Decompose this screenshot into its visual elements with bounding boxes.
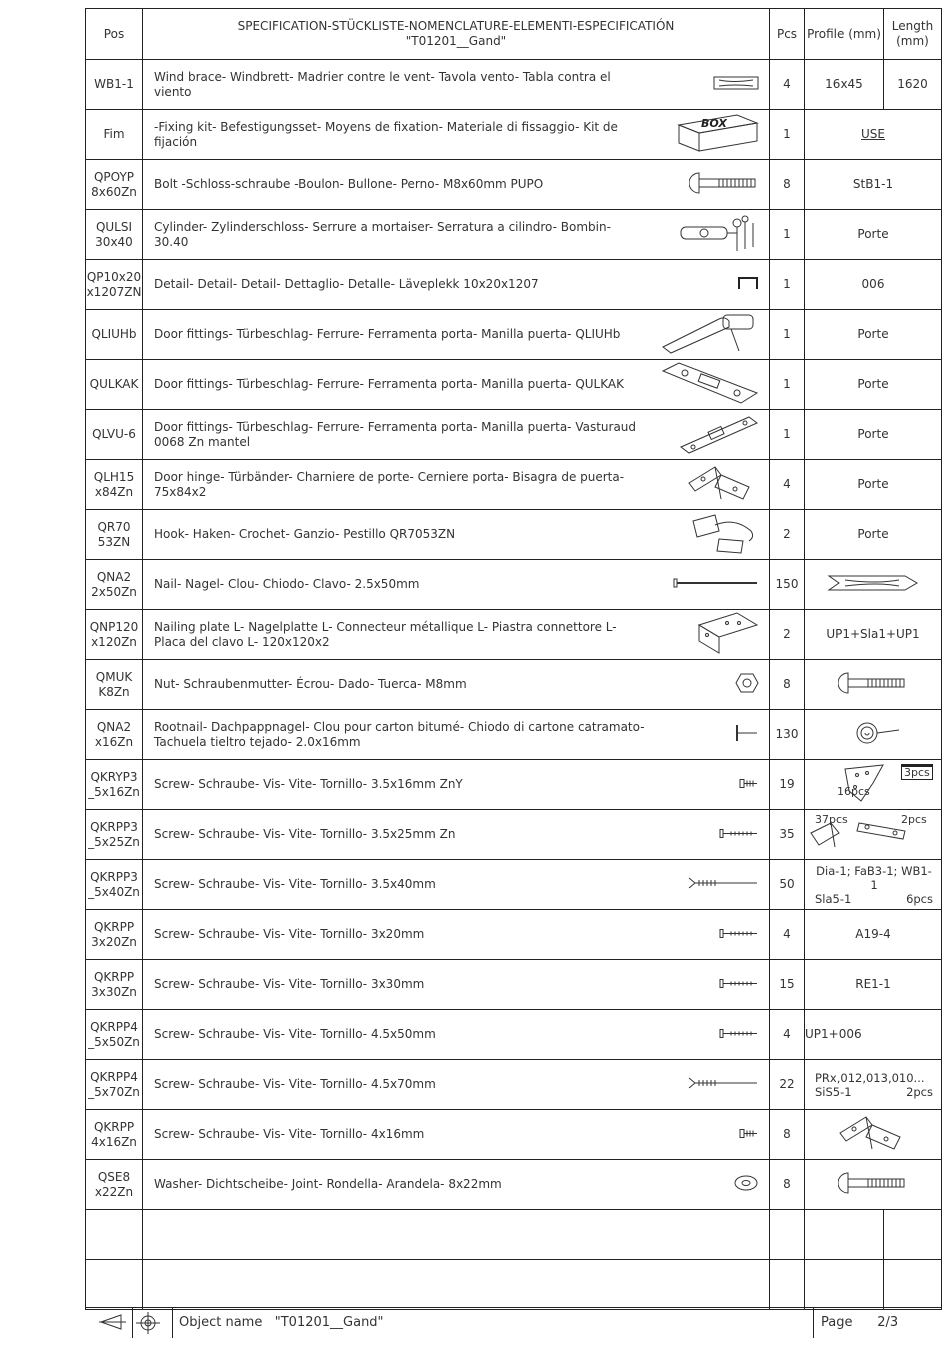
specification-sheet <box>85 8 941 1337</box>
plank-icon <box>713 74 759 96</box>
header-pcs: Pcs <box>770 9 805 60</box>
row-profile-value: Porte <box>857 427 889 441</box>
washer-icon <box>733 1174 759 1196</box>
row-pcs: 4 <box>770 460 805 510</box>
row-pos: QKRPP3 _5x25Zn <box>86 810 143 860</box>
row-profile-line <box>805 1071 941 1085</box>
table-row <box>86 810 942 860</box>
row-description-text: Detail- Detail- Detail- Dettaglio- Detalle- Läveplekk 10x20x1207 <box>154 277 539 291</box>
row-profile <box>805 1060 942 1110</box>
row-profile <box>805 710 942 760</box>
nut-icon <box>735 672 759 698</box>
screw-icon <box>719 1027 759 1042</box>
roofing-roll-icon <box>805 712 941 758</box>
table-row <box>86 260 942 310</box>
empty-cell <box>86 1210 143 1260</box>
row-pcs: 1 <box>770 260 805 310</box>
nailing-plate-icon <box>697 611 759 659</box>
row-profile <box>805 960 942 1010</box>
footer <box>85 1307 941 1338</box>
row-pos: QKRPP3 _5x40Zn <box>86 860 143 910</box>
row-description-text: -Fixing kit- Befestigungsset- Moyens de fixation- Materiale di fissaggio- Kit de fijación <box>154 119 618 149</box>
box-icon <box>677 111 759 159</box>
row-description <box>143 560 770 610</box>
row-description-text: Screw- Schraube- Vis- Vite- Tornillo- 3.5x16mm ZnY <box>154 777 463 791</box>
hinge-strap-icon <box>805 812 941 858</box>
table-row <box>86 610 942 660</box>
nail-icon <box>673 577 759 593</box>
row-profile <box>805 310 942 360</box>
roof-nail-icon <box>735 723 759 747</box>
short-screw-icon <box>739 777 759 792</box>
row-description <box>143 960 770 1010</box>
row-profile-parts: PRx,012,013,010... <box>815 1070 925 1085</box>
row-profile-value: UP1+Sla1+UP1 <box>826 627 920 641</box>
row-description-text: Door fittings- Türbeschlag- Ferrure- Ferramenta porta- Manilla puerta- QULKAK <box>154 377 624 391</box>
row-pcs: 1 <box>770 110 805 160</box>
row-description-text: Door fittings- Türbeschlag- Ferrure- Ferramenta porta- Manilla puerta- Vasturaud 0068 Zn mantel <box>154 419 637 449</box>
projection-symbol-icon <box>99 1312 127 1332</box>
row-profile-line <box>805 892 941 906</box>
table-row <box>86 660 942 710</box>
row-pcs: 8 <box>770 660 805 710</box>
row-profile <box>805 610 942 660</box>
header-pos: Pos <box>86 9 143 60</box>
row-profile-count: 2pcs <box>906 1084 933 1099</box>
row-pcs: 2 <box>770 510 805 560</box>
row-pos: QKRPP 4x16Zn <box>86 1110 143 1160</box>
row-description <box>143 1010 770 1060</box>
row-description-text: Nut- Schraubenmutter- Écrou- Dado- Tuerca- M8mm <box>154 677 467 691</box>
box-label: BOX <box>701 116 727 130</box>
row-pcs: 4 <box>770 60 805 110</box>
row-pos: WB1-1 <box>86 60 143 110</box>
hinge-icon <box>805 1112 941 1158</box>
row-profile <box>805 160 942 210</box>
row-pos: QNP120 x120Zn <box>86 610 143 660</box>
table-row <box>86 160 942 210</box>
row-description <box>143 110 770 160</box>
cylinder-lock-icon <box>679 211 759 259</box>
row-pos: QULKAK <box>86 360 143 410</box>
pic-count-label: 2pcs <box>901 812 927 826</box>
row-pos: QLIUHb <box>86 310 143 360</box>
row-profile-value: Porte <box>857 477 889 491</box>
table-row <box>86 510 942 560</box>
table-row <box>86 1060 942 1110</box>
row-profile-part: SiS5-1 <box>815 1084 852 1099</box>
spec-subtitle: "T01201__Gand" <box>405 34 507 48</box>
empty-row <box>86 1260 942 1310</box>
row-pos: QKRPP4 _5x50Zn <box>86 1010 143 1060</box>
long-screw-icon <box>687 1076 759 1094</box>
table-row <box>86 960 942 1010</box>
row-pos: QKRYP3 _5x16Zn <box>86 760 143 810</box>
row-pcs: 1 <box>770 210 805 260</box>
bolt-icon <box>689 171 759 199</box>
row-pcs: 35 <box>770 810 805 860</box>
screw-icon <box>719 977 759 992</box>
table-row <box>86 110 942 160</box>
row-description <box>143 610 770 660</box>
screw-icon <box>719 927 759 942</box>
row-pcs: 50 <box>770 860 805 910</box>
spec-title: SPECIFICATION-STÜCKLISTE-NOMENCLATURE-ELEMENTI-ESPECIFICATIÓN <box>237 19 675 33</box>
row-pos: QKRPP4 _5x70Zn <box>86 1060 143 1110</box>
pic-count-label: 37pcs <box>815 812 848 826</box>
row-description-text: Door fittings- Türbeschlag- Ferrure- Ferramenta porta- Manilla puerta- QLIUHb <box>154 327 621 341</box>
row-profile <box>805 860 942 910</box>
table-row <box>86 410 942 460</box>
row-profile-value: USE <box>861 127 885 141</box>
row-profile-value: StB1-1 <box>852 177 894 191</box>
row-pcs: 22 <box>770 1060 805 1110</box>
row-profile <box>805 1160 942 1210</box>
row-description-text: Hook- Haken- Crochet- Ganzio- Pestillo QR7053ZN <box>154 527 456 541</box>
row-profile <box>805 410 942 460</box>
row-profile <box>805 110 942 160</box>
row-profile-line <box>805 1085 941 1099</box>
page-label: Page <box>821 1315 853 1330</box>
row-pcs: 4 <box>770 1010 805 1060</box>
hook-icon <box>689 511 759 559</box>
table-row <box>86 560 942 610</box>
row-pcs: 130 <box>770 710 805 760</box>
row-description <box>143 660 770 710</box>
object-name-label: Object name <box>179 1315 263 1330</box>
pic-count-label: 16pcs <box>837 784 870 798</box>
row-pos: QR70 53ZN <box>86 510 143 560</box>
empty-cell <box>770 1260 805 1310</box>
header-profile: Profile (mm) <box>805 9 884 60</box>
row-pos: QSE8 x22Zn <box>86 1160 143 1210</box>
row-description-text: Screw- Schraube- Vis- Vite- Tornillo- 3.5x25mm Zn <box>154 827 456 841</box>
row-description <box>143 810 770 860</box>
row-description-text: Screw- Schraube- Vis- Vite- Tornillo- 4x16mm <box>154 1127 425 1141</box>
row-description <box>143 710 770 760</box>
row-description <box>143 760 770 810</box>
row-description <box>143 260 770 310</box>
row-pcs: 8 <box>770 1160 805 1210</box>
row-description-text: Screw- Schraube- Vis- Vite- Tornillo- 3.5x40mm <box>154 877 436 891</box>
row-profile <box>805 210 942 260</box>
row-profile <box>805 910 942 960</box>
latch-plate-icon <box>679 411 759 459</box>
empty-cell <box>884 1210 942 1260</box>
table-header <box>86 9 942 60</box>
row-profile <box>805 60 884 110</box>
table-row <box>86 60 942 110</box>
bolt-icon <box>805 662 941 708</box>
row-description-text: Bolt -Schloss-schraube -Boulon- Bullone- Perno- M8x60mm PUPO <box>154 177 544 191</box>
row-profile <box>805 810 942 860</box>
row-description-text: Screw- Schraube- Vis- Vite- Tornillo- 3x20mm <box>154 927 425 941</box>
row-profile-value: RE1-1 <box>855 977 891 991</box>
row-description-text: Nail- Nagel- Clou- Chiodo- Clavo- 2.5x50mm <box>154 577 420 591</box>
table-row <box>86 1160 942 1210</box>
row-profile <box>805 560 942 610</box>
row-pcs: 150 <box>770 560 805 610</box>
row-profile-count: 6pcs <box>906 891 933 906</box>
row-pos: QMUK K8Zn <box>86 660 143 710</box>
row-profile <box>805 460 942 510</box>
header-title <box>143 9 770 60</box>
row-description <box>143 1110 770 1160</box>
row-profile <box>805 1010 942 1060</box>
row-description-text: Washer- Dichtscheibe- Joint- Rondella- Arandela- 8x22mm <box>154 1177 502 1191</box>
page-number <box>821 1315 898 1330</box>
row-description <box>143 160 770 210</box>
row-description <box>143 1060 770 1110</box>
row-pos: QLVU-6 <box>86 410 143 460</box>
row-pos: QULSI 30x40 <box>86 210 143 260</box>
row-description-text: Door hinge- Türbänder- Charniere de porte- Cerniere porta- Bisagra de puerta- 75x84x2 <box>154 469 625 499</box>
row-profile-value: A19-4 <box>855 927 891 941</box>
row-description <box>143 860 770 910</box>
row-pcs: 15 <box>770 960 805 1010</box>
bolt-icon <box>805 1162 941 1208</box>
empty-cell <box>143 1210 770 1260</box>
row-description-text: Rootnail- Dachpappnagel- Clou pour carton bitumé- Chiodo di cartone catramato- Tachuela tieltro tejado- 2.0x16mm <box>154 719 645 749</box>
table-row <box>86 210 942 260</box>
table-row <box>86 1010 942 1060</box>
row-description <box>143 310 770 360</box>
row-profile-value: Porte <box>857 377 889 391</box>
lock-plate-icon <box>659 361 759 409</box>
row-pcs: 8 <box>770 1110 805 1160</box>
row-description <box>143 460 770 510</box>
empty-cell <box>86 1260 143 1310</box>
row-pos: QNA2 x16Zn <box>86 710 143 760</box>
empty-cell <box>805 1260 884 1310</box>
row-profile-value: Porte <box>857 327 889 341</box>
row-profile-line <box>805 864 941 892</box>
row-profile <box>805 1110 942 1160</box>
empty-cell <box>884 1260 942 1310</box>
row-description <box>143 360 770 410</box>
row-profile-value: Porte <box>857 527 889 541</box>
row-profile <box>805 260 942 310</box>
table-row <box>86 910 942 960</box>
row-pcs: 2 <box>770 610 805 660</box>
row-pcs: 4 <box>770 910 805 960</box>
row-description <box>143 60 770 110</box>
row-pcs: 1 <box>770 310 805 360</box>
long-screw-icon <box>687 876 759 894</box>
row-pos: QKRPP 3x30Zn <box>86 960 143 1010</box>
row-profile-value: Porte <box>857 227 889 241</box>
table-row <box>86 860 942 910</box>
row-profile-value: UP1+006 <box>805 1027 862 1041</box>
empty-cell <box>805 1210 884 1260</box>
row-pcs: 8 <box>770 160 805 210</box>
row-profile-part: Sla5-1 <box>815 891 852 906</box>
row-description-text: Screw- Schraube- Vis- Vite- Tornillo- 4.5x50mm <box>154 1027 436 1041</box>
row-length: 1620 <box>884 60 942 110</box>
table-row <box>86 1110 942 1160</box>
row-profile <box>805 760 942 810</box>
row-pcs: 1 <box>770 410 805 460</box>
pic-count-label: 3pcs <box>901 764 933 780</box>
row-description <box>143 210 770 260</box>
corner-plate-icon <box>805 762 941 808</box>
empty-row <box>86 1210 942 1260</box>
row-profile <box>805 660 942 710</box>
crosshair-icon <box>136 1312 160 1334</box>
row-description <box>143 1160 770 1210</box>
row-pcs: 19 <box>770 760 805 810</box>
table-row <box>86 360 942 410</box>
bracket-icon <box>737 276 759 294</box>
row-pos: QLH15 x84Zn <box>86 460 143 510</box>
page-value: 2/3 <box>877 1315 899 1330</box>
row-profile-parts: Dia-1; FaB3-1; WB1-1 <box>816 863 932 892</box>
row-description <box>143 910 770 960</box>
header-length: Length (mm) <box>884 9 942 60</box>
table-row <box>86 760 942 810</box>
row-description-text: Wind brace- Windbrett- Madrier contre le vent- Tavola vento- Tabla contra el viento <box>154 69 611 99</box>
row-pos: Fim <box>86 110 143 160</box>
row-pcs: 1 <box>770 360 805 410</box>
row-pos: QKRPP 3x20Zn <box>86 910 143 960</box>
row-profile <box>805 360 942 410</box>
row-description <box>143 510 770 560</box>
row-description-text: Screw- Schraube- Vis- Vite- Tornillo- 3x30mm <box>154 977 425 991</box>
row-description-text: Nailing plate L- Nagelplatte L- Connecteur métallique L- Piastra connettore L- Placa del clavo L- 120x120x2 <box>154 619 617 649</box>
row-profile-value: 006 <box>861 277 885 291</box>
table-row <box>86 310 942 360</box>
empty-cell <box>770 1210 805 1260</box>
row-description-text: Screw- Schraube- Vis- Vite- Tornillo- 4.5x70mm <box>154 1077 436 1091</box>
object-name-value: "T01201__Gand" <box>274 1315 384 1330</box>
hinge-icon <box>685 461 759 509</box>
row-description-text: Cylinder- Zylinderschloss- Serrure a mortaiser- Serratura a cilindro- Bombin- 30.40 <box>154 219 611 249</box>
specification-table <box>85 8 942 1310</box>
row-profile <box>805 510 942 560</box>
row-pos: QP10x20 x1207ZN <box>86 260 143 310</box>
short-screw-icon <box>739 1127 759 1142</box>
screw-icon <box>719 827 759 842</box>
empty-cell <box>143 1260 770 1310</box>
table-row <box>86 710 942 760</box>
floor-board-icon <box>805 562 941 608</box>
row-pos: QPOYP 8x60Zn <box>86 160 143 210</box>
door-handle-icon <box>659 311 759 359</box>
row-description <box>143 410 770 460</box>
table-row <box>86 460 942 510</box>
object-name <box>179 1315 384 1330</box>
row-pos: QNA2 2x50Zn <box>86 560 143 610</box>
row-profile-value: 16x45 <box>825 77 863 91</box>
